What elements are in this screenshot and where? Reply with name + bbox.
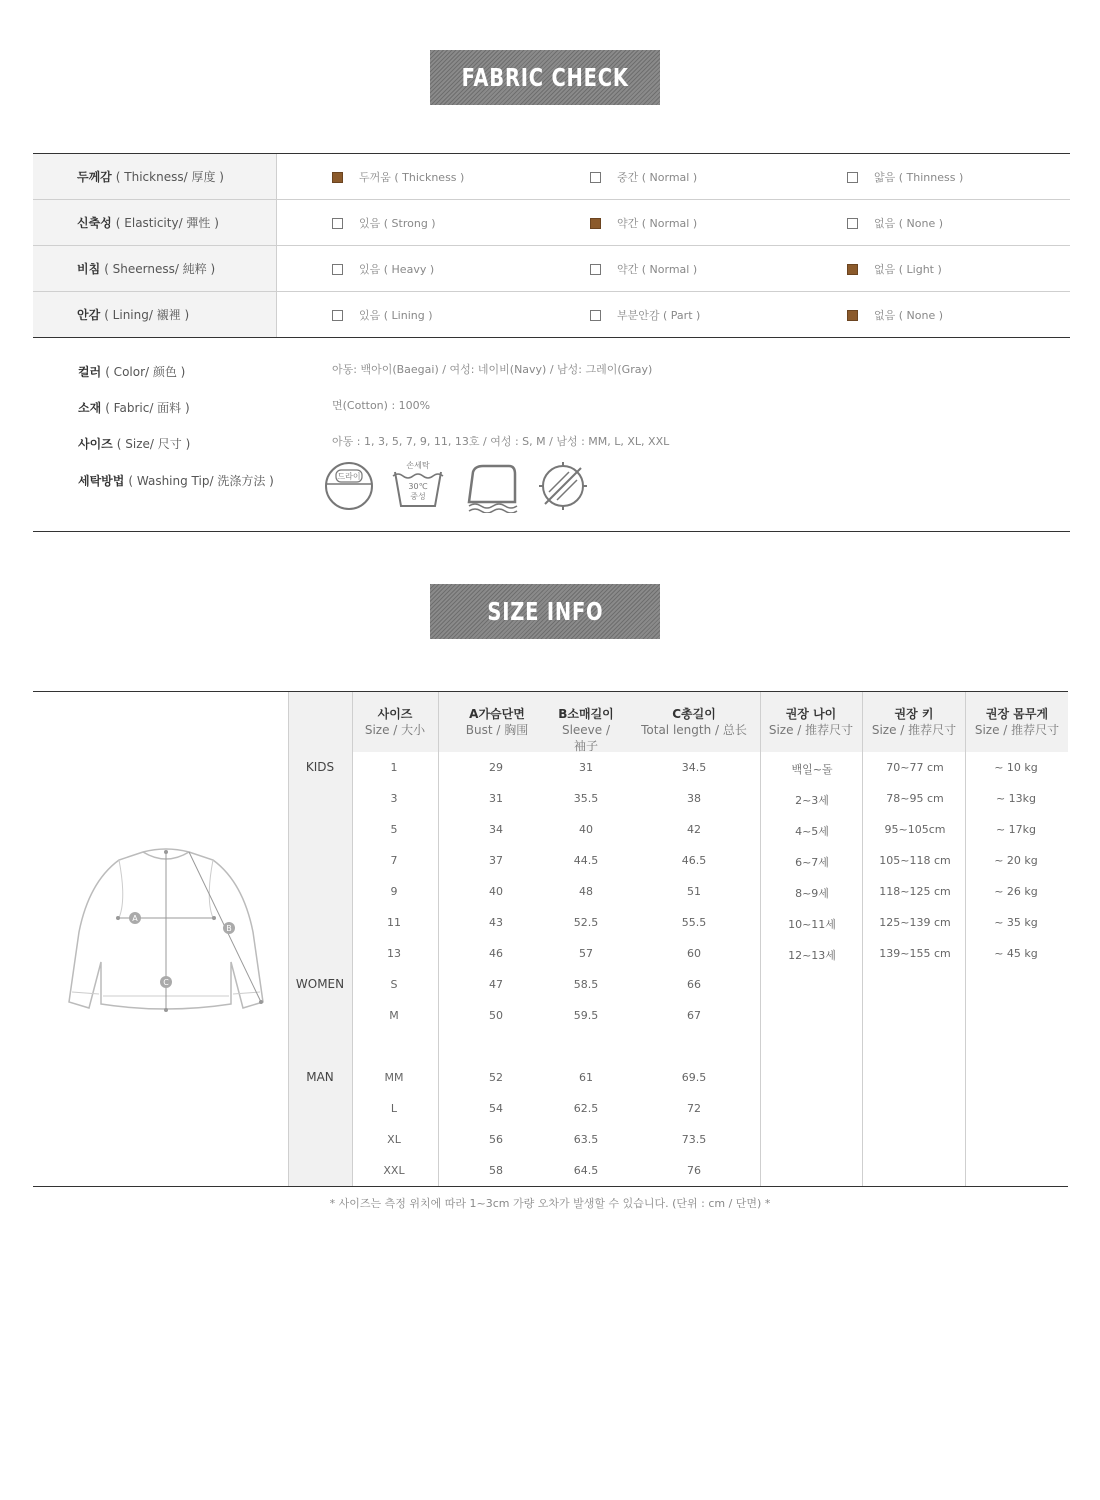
size-cell-bust: 47 xyxy=(489,978,503,991)
color-value: 아동: 백아이(Baegai) / 여성: 네이비(Navy) / 남성: 그레이(Gray) xyxy=(332,363,653,376)
size-cell-age: 8~9세 xyxy=(795,887,829,900)
svg-text:B: B xyxy=(226,924,232,933)
size-cell-length: 66 xyxy=(687,978,701,991)
size-header-cell: 권장 키 Size / 推荐尺寸 xyxy=(871,707,957,737)
size-cell-bust: 52 xyxy=(489,1071,503,1084)
size-cell-size: MM xyxy=(384,1071,404,1084)
size-cell-height: 105~118 cm xyxy=(879,854,951,867)
size-cell-bust: 34 xyxy=(489,823,503,836)
size-cell-bust: 37 xyxy=(489,854,503,867)
size-cell-weight: ~ 10 kg xyxy=(994,761,1038,774)
hand-wash-icon xyxy=(393,460,443,506)
size-label: 사이즈 ( Size/ 尺寸 ) xyxy=(78,437,191,451)
size-cell-length: 42 xyxy=(687,823,701,836)
color-label: 컬러 ( Color/ 颜色 ) xyxy=(78,365,186,379)
size-cell-bust: 54 xyxy=(489,1102,503,1115)
washing-label: 세탁방법 ( Washing Tip/ 洗涤方法 ) xyxy=(78,474,274,488)
size-cell-height: 139~155 cm xyxy=(879,947,951,960)
size-cell-age: 4~5세 xyxy=(795,825,829,838)
size-cell-size: 1 xyxy=(390,761,398,774)
fabric-option-label: 얇음 ( Thinness ) xyxy=(874,171,964,184)
column-divider xyxy=(965,692,966,1186)
fabric-option-label: 없음 ( None ) xyxy=(874,217,944,230)
fabric-value: 면(Cotton) : 100% xyxy=(332,399,431,412)
fabric-option xyxy=(590,215,697,231)
size-cell-weight: ~ 35 kg xyxy=(994,916,1038,929)
svg-text:30℃: 30℃ xyxy=(408,482,428,491)
size-cell-size: 3 xyxy=(390,792,398,805)
size-cell-length: 38 xyxy=(687,792,701,805)
washing-icons xyxy=(323,458,593,513)
fabric-label: 소재 ( Fabric/ 面料 ) xyxy=(78,401,190,415)
size-cell-length: 51 xyxy=(687,885,701,898)
size-cell-weight: ~ 20 kg xyxy=(994,854,1038,867)
column-divider xyxy=(438,692,439,1186)
svg-text:드라이: 드라이 xyxy=(337,472,361,481)
size-cell-height: 118~125 cm xyxy=(879,885,951,898)
size-cell-size: XL xyxy=(387,1133,401,1146)
size-cell-length: 67 xyxy=(687,1009,701,1022)
column-divider xyxy=(760,692,761,1186)
unchecked-box-icon xyxy=(332,218,343,229)
size-cell-weight: ~ 13kg xyxy=(995,792,1037,805)
fabric-row-label: 신축성 ( Elasticity/ 彈性 ) xyxy=(33,200,277,245)
size-cell-length: 60 xyxy=(687,947,701,960)
svg-text:A: A xyxy=(132,914,138,923)
iron-icon xyxy=(469,466,517,513)
size-cell-sleeve: 63.5 xyxy=(573,1133,599,1146)
size-cell-height: 78~95 cm xyxy=(886,792,944,805)
unchecked-box-icon xyxy=(590,172,601,183)
checked-box-icon xyxy=(847,264,858,275)
fabric-option xyxy=(332,215,436,231)
size-cell-bust: 43 xyxy=(489,916,503,929)
size-note: * 사이즈는 측정 위치에 따라 1~3cm 가량 오차가 발생할 수 있습니다. (단위 : cm / 단면) * xyxy=(329,1197,771,1210)
checked-box-icon xyxy=(847,310,858,321)
fabric-option xyxy=(590,307,700,323)
fabric-check-title: FABRIC CHECK xyxy=(461,63,629,92)
fabric-option-label: 약간 ( Normal ) xyxy=(617,263,698,276)
size-cell-weight: ~ 26 kg xyxy=(994,885,1038,898)
size-header-cell: A가슴단면 Bust / 胸围 xyxy=(465,707,529,737)
size-header-cell: 권장 몸무게 Size / 推荐尺寸 xyxy=(974,707,1060,737)
size-cell-height: 70~77 cm xyxy=(886,761,944,774)
size-cell-size: 13 xyxy=(387,947,401,960)
size-cell-bust: 50 xyxy=(489,1009,503,1022)
size-cell-length: 76 xyxy=(687,1164,701,1177)
size-cell-size: 5 xyxy=(390,823,398,836)
size-header-cell: B소매길이 Sleeve / 袖子 xyxy=(558,707,614,753)
unchecked-box-icon xyxy=(590,310,601,321)
column-divider xyxy=(352,692,353,1186)
fabric-check-banner xyxy=(430,50,660,105)
svg-text:C: C xyxy=(163,978,169,987)
fabric-row xyxy=(33,292,1070,338)
size-table xyxy=(33,691,1068,1187)
size-cell-age: 백일~돌 xyxy=(791,763,833,776)
size-cell-sleeve: 64.5 xyxy=(573,1164,599,1177)
size-cell-sleeve: 31 xyxy=(579,761,593,774)
checked-box-icon xyxy=(332,172,343,183)
size-cell-weight: ~ 17kg xyxy=(995,823,1037,836)
fabric-option-label: 있음 ( Strong ) xyxy=(359,217,436,230)
size-cell-age: 12~13세 xyxy=(788,949,836,962)
size-cell-length: 46.5 xyxy=(681,854,707,867)
fabric-option xyxy=(847,261,942,277)
size-cell-length: 72 xyxy=(687,1102,701,1115)
fabric-row xyxy=(33,246,1070,292)
size-cell-bust: 40 xyxy=(489,885,503,898)
fabric-option-label: 없음 ( None ) xyxy=(874,309,944,322)
size-cell-age: 10~11세 xyxy=(788,918,836,931)
size-cell-size: S xyxy=(390,978,398,991)
size-cell-size: L xyxy=(390,1102,398,1115)
size-cell-sleeve: 58.5 xyxy=(573,978,599,991)
size-cell-age: 6~7세 xyxy=(795,856,829,869)
size-cell-sleeve: 48 xyxy=(579,885,593,898)
fabric-row-label: 안감 ( Lining/ 襯裡 ) xyxy=(33,292,277,337)
size-info-banner xyxy=(430,584,660,639)
size-cell-length: 55.5 xyxy=(681,916,707,929)
size-cell-size: 7 xyxy=(390,854,398,867)
size-cell-height: 125~139 cm xyxy=(879,916,951,929)
unchecked-box-icon xyxy=(332,310,343,321)
garment-measure-diagram xyxy=(63,842,273,1022)
fabric-option-label: 부분안감 ( Part ) xyxy=(617,309,701,322)
size-cell-sleeve: 52.5 xyxy=(573,916,599,929)
fabric-option-label: 있음 ( Heavy ) xyxy=(359,263,435,276)
size-cell-bust: 56 xyxy=(489,1133,503,1146)
fabric-option-label: 중간 ( Normal ) xyxy=(617,171,698,184)
size-header-cell: C총길이 Total length / 总长 xyxy=(641,707,747,737)
size-cell-size: 11 xyxy=(387,916,401,929)
unchecked-box-icon xyxy=(847,172,858,183)
group-label-women: WOMEN xyxy=(295,977,345,991)
size-cell-sleeve: 62.5 xyxy=(573,1102,599,1115)
size-header-cell: 사이즈 Size / 大小 xyxy=(364,707,426,737)
size-cell-size: M xyxy=(389,1009,399,1022)
fabric-option xyxy=(847,215,943,231)
group-label-man: MAN xyxy=(306,1070,334,1084)
dry-clean-icon xyxy=(326,463,372,509)
column-divider xyxy=(288,692,289,1186)
fabric-option xyxy=(847,307,943,323)
size-cell-bust: 29 xyxy=(489,761,503,774)
fabric-row-label: 두께감 ( Thickness/ 厚度 ) xyxy=(33,154,277,199)
fabric-option xyxy=(590,261,697,277)
fabric-option xyxy=(332,307,433,323)
fabric-option xyxy=(590,169,697,185)
size-cell-weight: ~ 45 kg xyxy=(994,947,1038,960)
size-cell-height: 95~105cm xyxy=(884,823,946,836)
no-tumble-dry-icon xyxy=(539,462,587,510)
group-label-kids: KIDS xyxy=(305,760,335,774)
unchecked-box-icon xyxy=(590,264,601,275)
size-cell-sleeve: 57 xyxy=(579,947,593,960)
size-cell-sleeve: 61 xyxy=(579,1071,593,1084)
product-info xyxy=(33,338,1070,532)
fabric-row-label: 비침 ( Sheerness/ 純粹 ) xyxy=(33,246,277,291)
size-cell-bust: 58 xyxy=(489,1164,503,1177)
size-cell-sleeve: 35.5 xyxy=(573,792,599,805)
size-cell-sleeve: 59.5 xyxy=(573,1009,599,1022)
fabric-option xyxy=(847,169,963,185)
fabric-table xyxy=(33,153,1070,338)
unchecked-box-icon xyxy=(847,218,858,229)
svg-text:손세탁: 손세탁 xyxy=(406,461,430,470)
size-cell-size: 9 xyxy=(390,885,398,898)
checked-box-icon xyxy=(590,218,601,229)
fabric-option-label: 약간 ( Normal ) xyxy=(617,217,698,230)
size-cell-bust: 46 xyxy=(489,947,503,960)
column-divider xyxy=(862,692,863,1186)
fabric-option-label: 없음 ( Light ) xyxy=(874,263,942,276)
size-cell-length: 73.5 xyxy=(681,1133,707,1146)
size-cell-length: 34.5 xyxy=(681,761,707,774)
fabric-option xyxy=(332,261,434,277)
size-value: 아동 : 1, 3, 5, 7, 9, 11, 13호 / 여성 : S, M / 남성 : MM, L, XL, XXL xyxy=(332,435,670,448)
size-cell-bust: 31 xyxy=(489,792,503,805)
unchecked-box-icon xyxy=(332,264,343,275)
size-info-title: SIZE INFO xyxy=(486,597,604,626)
fabric-option xyxy=(332,169,464,185)
size-cell-length: 69.5 xyxy=(681,1071,707,1084)
fabric-row xyxy=(33,200,1070,246)
fabric-row xyxy=(33,154,1070,200)
size-cell-sleeve: 44.5 xyxy=(573,854,599,867)
size-header-cell: 권장 나이 Size / 推荐尺寸 xyxy=(768,707,854,737)
svg-text:중성: 중성 xyxy=(410,492,426,501)
size-cell-size: XXL xyxy=(383,1164,405,1177)
size-cell-sleeve: 40 xyxy=(579,823,593,836)
size-cell-age: 2~3세 xyxy=(795,794,829,807)
fabric-option-label: 두꺼움 ( Thickness ) xyxy=(359,171,465,184)
fabric-option-label: 있음 ( Lining ) xyxy=(359,309,433,322)
